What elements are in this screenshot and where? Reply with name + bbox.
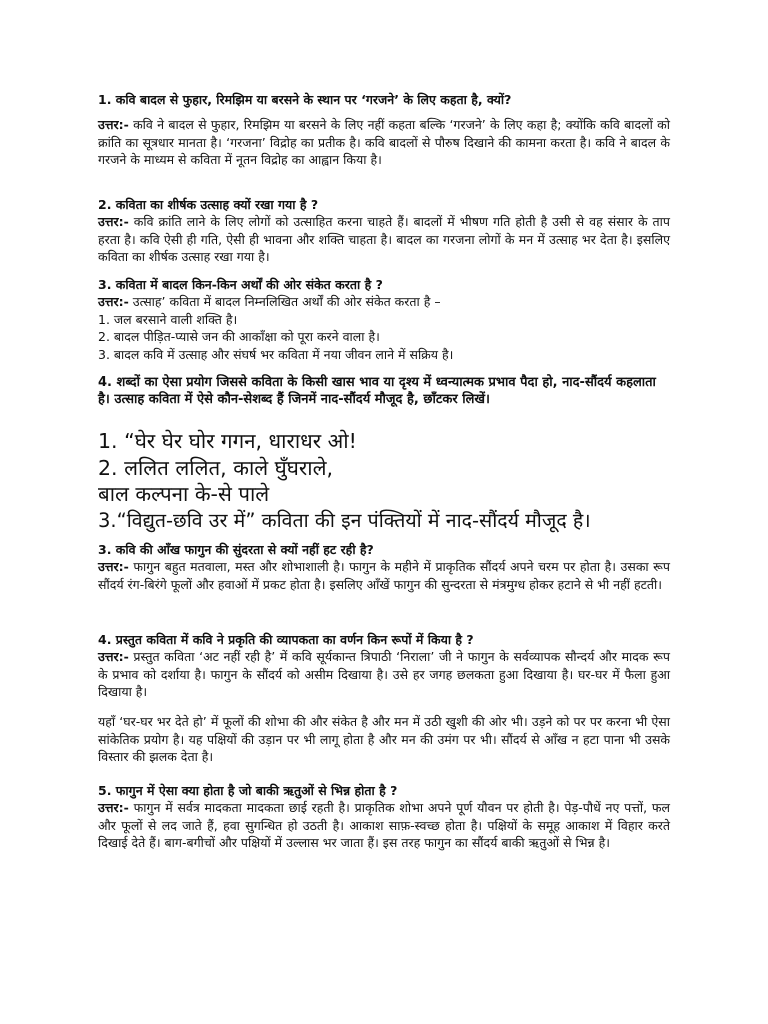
answer-label: उत्तर:- [98, 214, 129, 229]
question-heading: 3. कवि की आँख फागुन की सुंदरता से क्यों नहीं हट रही है? [98, 542, 374, 557]
question-heading: 3. कविता में बादल किन-किन अर्थों की ओर संकेत करता है ? [98, 277, 383, 292]
answer-paragraph [98, 116, 670, 169]
answer-paragraph [98, 293, 670, 311]
question-heading: 4. प्रस्तुत कविता में कवि ने प्रकृति की व्यापकता का वर्णन किन रूपों में किया है ? [98, 632, 474, 647]
answer-paragraph [98, 799, 670, 852]
answer-text: उत्साह’ कविता में बादल निम्नलिखित अर्थों की ओर संकेत करता है – [128, 294, 441, 309]
answer-text: कवि क्रांति लाने के लिए लोगों को उत्साहित करना चाहते हैं। बादलों में भीषण गति होती है उसी से वह संसार के ताप हरता है। कवि ऐसी ही गति, ऐसी ही भावना और शक्ति चाहता है। बादल का गरजना लोगों के मन में उत्साह भर देता है। इसलिए कविता का शीर्षक उत्साह रखा गया है। [98, 214, 670, 264]
question-heading: 5. फागुन में ऐसा क्या होता है जो बाकी ऋतुओं से भिन्न होता है ? [98, 783, 398, 798]
poem-line: 3.“विद्युत-छवि उर में” कविता की इन पंक्तियों में नाद-सौंदर्य मौजूद है। [98, 508, 591, 532]
poem-line: 2. ललित ललित, काले घुँघराले, [98, 455, 334, 480]
list-item: 3. बादल कवि में उत्साह और संघर्ष भर कविता में नया जीवन लाने में सक्रिय है। [98, 346, 454, 362]
answer-paragraph [98, 648, 670, 701]
poem-lines [98, 428, 670, 534]
answer-text: फागुन में सर्वत्र मादकता मादकता छाई रहती है। प्राकृतिक शोभा अपने पूर्ण यौवन पर होती है। पेड़-पौधें नए पत्तों, फल और फूलों से लद जाते हैं, हवा सुगन्धित हो उठती है। आकाश साफ़-स्वच्छ होता है। पक्षियों के समूह आकाश में विहार करते दिखाई देते हैं। बाग-बगीचों और पक्षियों में उल्लास भर जाता हैं। इस तरह फागुन का सौंदर्य बाकी ऋतुओं से भिन्न है। [98, 800, 670, 850]
question-heading: 2. कविता का शीर्षक उत्साह क्यों रखा गया है ? [98, 197, 319, 212]
answer-label: उत्तर:- [98, 117, 129, 132]
answer-paragraph: यहाँ ‘घर-घर भर देते हो’ में फूलों की शोभा की और संकेत है और मन में उठी खुशी की ओर भी। उड़ने को पर पर करना भी ऐसा सांकेतिक प्रयोग है। यह पक्षियों की उड़ान पर भी लागू होता है और मन की उमंग पर भी। सौंदर्य से आँख न हटा पाना भी उसके विस्तार की झलक देता है। [98, 714, 670, 764]
poem-line: 1. “घेर घेर घोर गगन, धाराधर ओ! [98, 429, 357, 453]
answer-text: फागुन बहुत मतवाला, मस्त और शोभाशाली है। फागुन के महीने में प्राकृतिक सौंदर्य अपने चरम पर होता है। उसका रूप सौंदर्य रंग-बिरंगे फूलों और हवाओं में प्रकट होता है। इसलिए आँखें फागुन की सुन्दरता से मंत्रमुग्ध होकर हटाने से भी नहीं हटती। [98, 559, 670, 592]
question-heading: 4. शब्दों का ऐसा प्रयोग जिससे कविता के किसी खास भाव या दृश्य में ध्वन्यात्मक प्रभाव पैदा हो, नाद-सौंदर्य कहलाता है। उत्साह कविता में ऐसे कौन-सेशब्द हैं जिनमें नाद-सौंदर्य मौजूद है, छाँटकर लिखें। [98, 375, 656, 407]
question-heading: 1. कवि बादल से फुहार, रिमझिम या बरसने के स्थान पर ‘गरजने’ के लिए कहता है, क्यों? [98, 92, 512, 107]
poem-line: बाल कल्पना के-से पाले [98, 482, 270, 506]
answer-label: उत्तर:- [98, 800, 129, 815]
answer-paragraph [98, 213, 670, 266]
answer-text: कवि ने बादल से फुहार, रिमझिम या बरसने के लिए नहीं कहता बल्कि ‘गरजने’ के लिए कहा है; क्योंकि कवि बादलों को क्रांति का सूत्रधार मानता है। ‘गरजना’ विद्रोह का प्रतीक है। कवि बादलों से पौरुष दिखाने की कामना करता है। कवि ने बादल के गरजने के माध्यम से कविता में नूतन विद्रोह का आह्वान किया है। [98, 117, 670, 167]
answer-label: उत्तर:- [98, 649, 129, 664]
answer-text: प्रस्तुत कविता ‘अट नहीं रही है’ में कवि सूर्यकान्त त्रिपाठी ‘निराला’ जी ने फागुन के सर्वव्यापक सौन्दर्य और मादक रूप के प्रभाव को दर्शाया है। फागुन के सौंदर्य को असीम दिखाया है। उसे हर जगह छलकता हुआ दिखाया है। घर-घर में फैला हुआ दिखाया है। [98, 649, 670, 699]
list-item: 2. बादल पीड़ित-प्यासे जन की आकाँक्षा को पूरा करने वाला है। [98, 329, 380, 344]
list-item: 1. जल बरसाने वाली शक्ति है। [98, 311, 238, 327]
answer-label: उत्तर:- [98, 559, 129, 574]
answer-label: उत्तर:- [98, 294, 129, 309]
answer-paragraph [98, 558, 670, 593]
answer-block [98, 293, 670, 363]
